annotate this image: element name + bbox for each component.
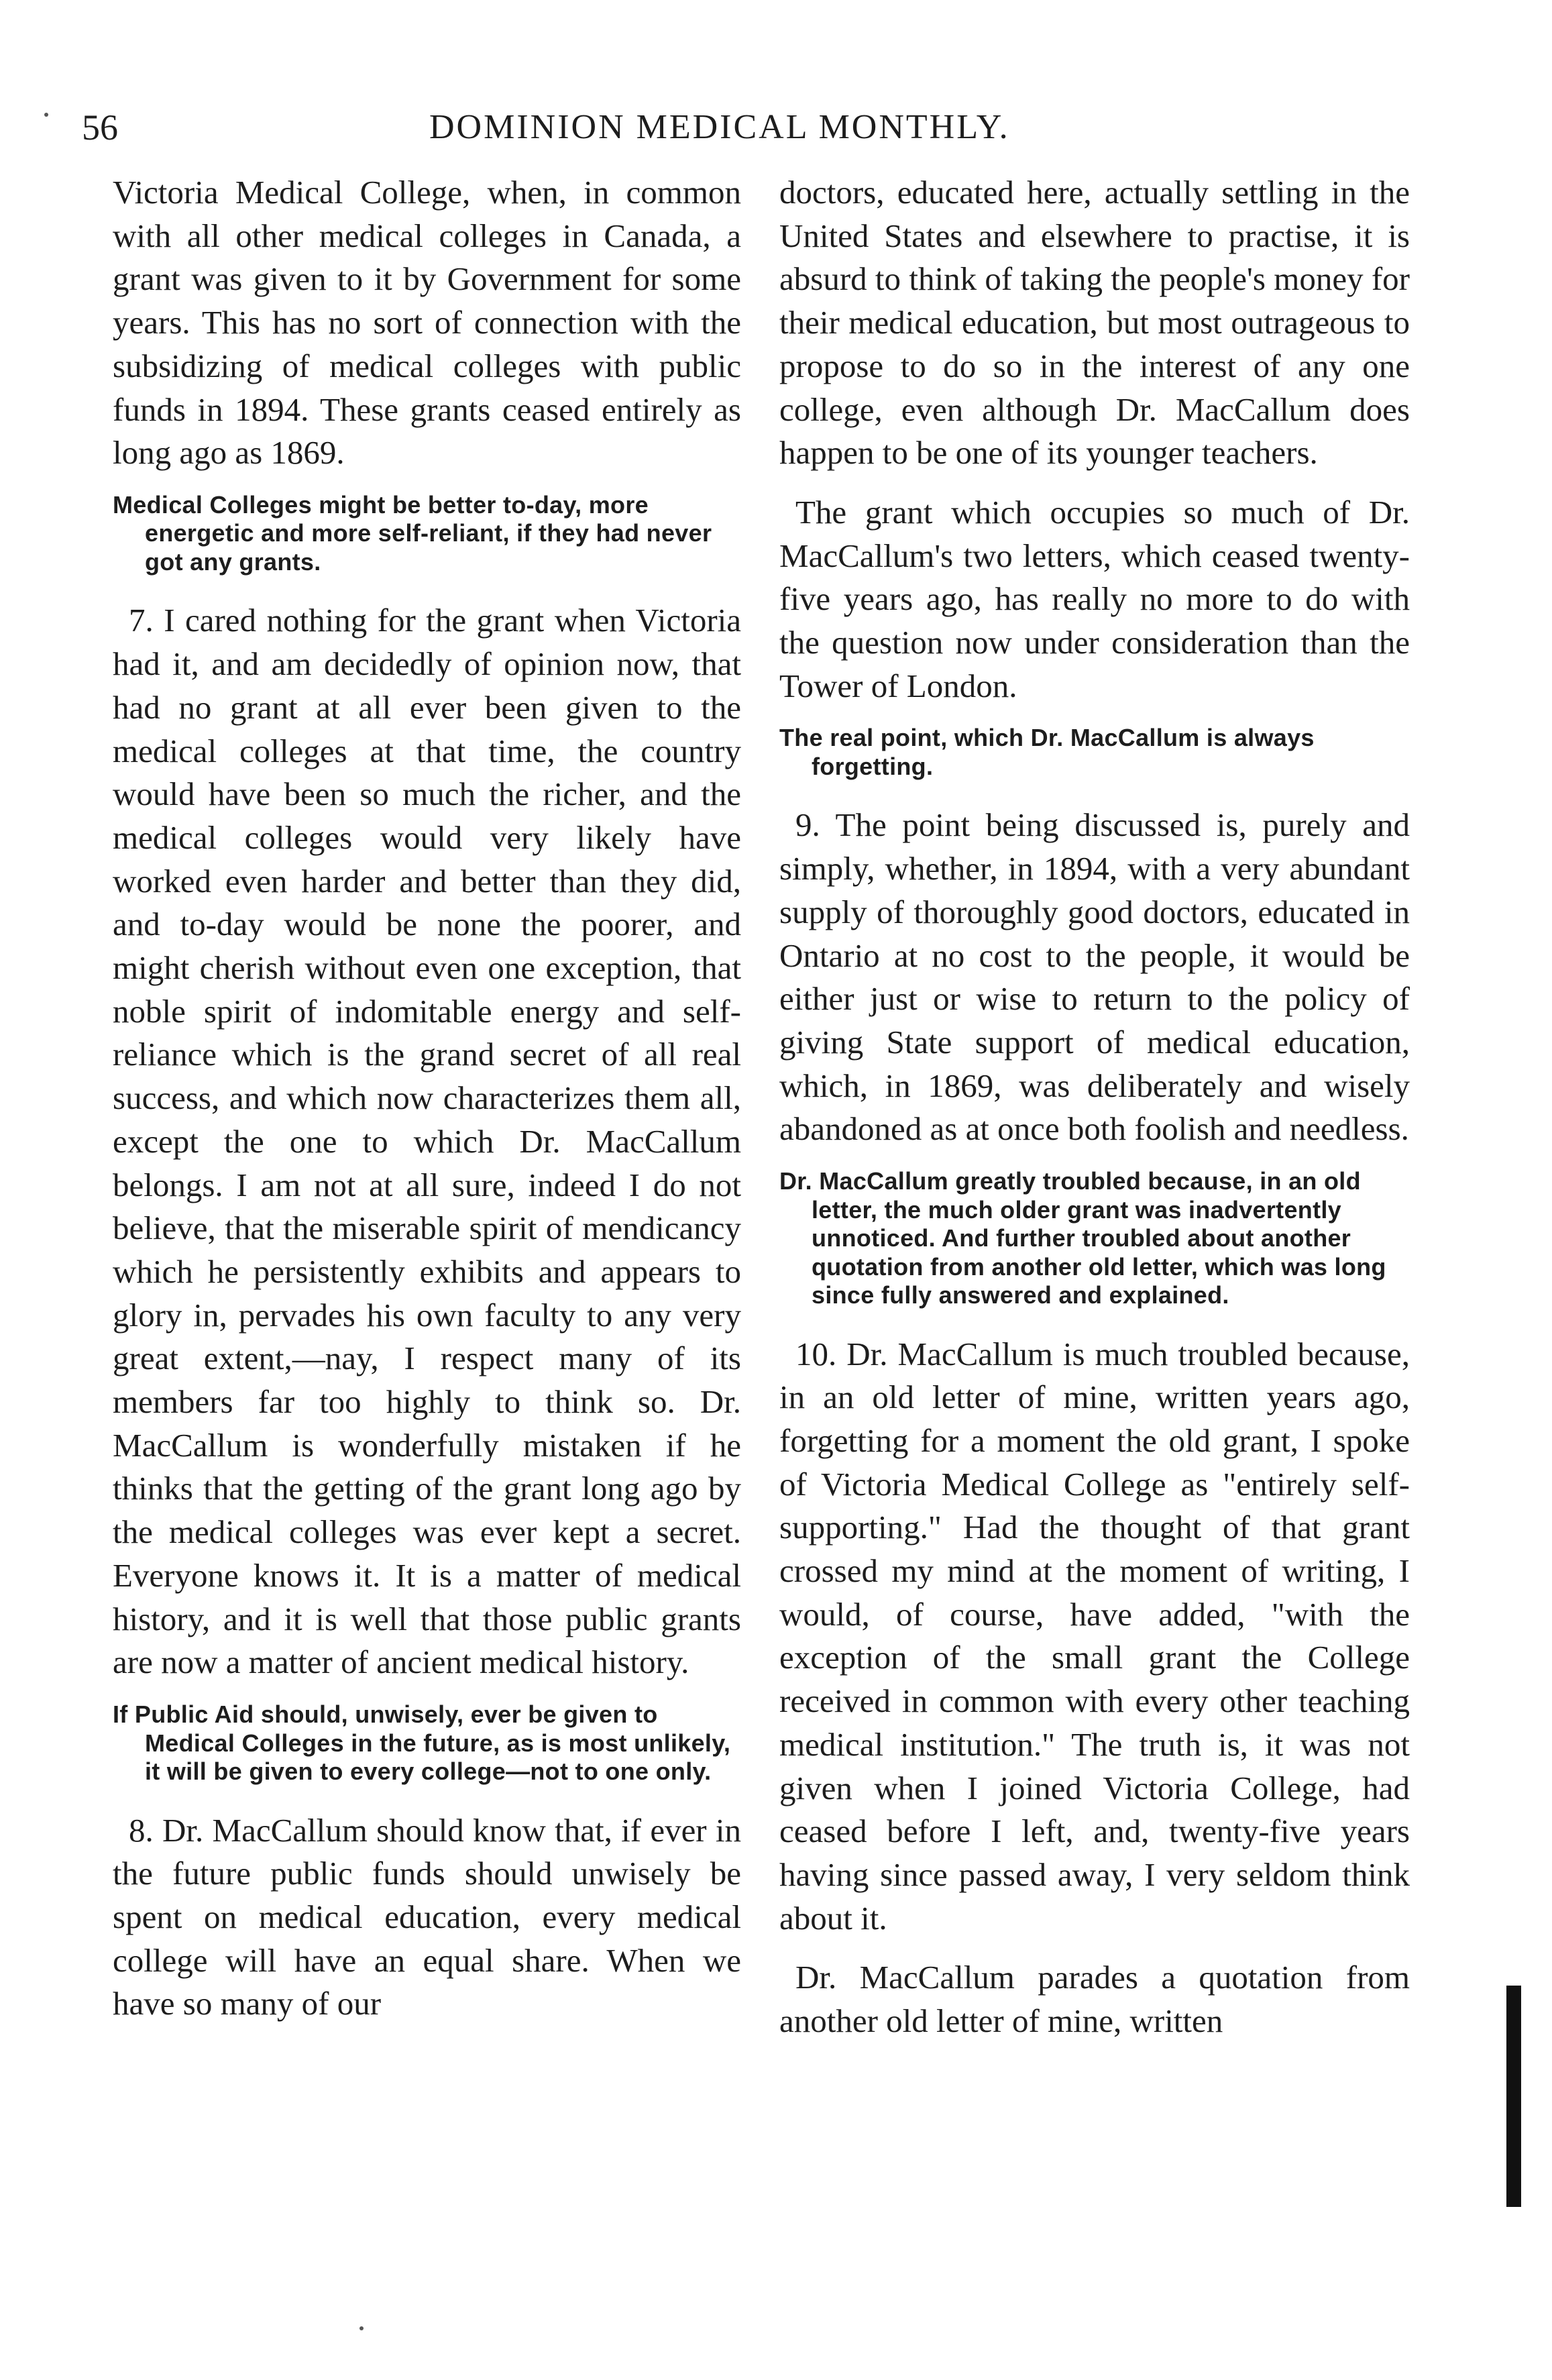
paragraph: 10. Dr. MacCallum is much troubled because, in an old letter of mine, written years ago, forgetting for a moment the old grant, I spoke of Victoria Medical College as "entirely self-supporting." Had the thought of that grant crossed my mind at the moment of writing, I would, of course, have added, "with the exception of the small grant the College received in common with every other teaching medical institution." The truth is, it was not given when I joined Victoria College, had ceased before I left, and, twenty-five years having since passed away, I very seldom think about it.	[779, 1335, 1410, 1937]
scan-speck	[44, 113, 48, 117]
right-column	[779, 171, 1410, 2059]
side-heading: The real point, which Dr. MacCallum is always forgetting.	[779, 724, 1315, 780]
side-heading: Dr. MacCallum greatly troubled because, in an old letter, the much older grant was inadvertently unnoticed. And further troubled about another quotation from another old letter, which was long since fully answered and explained.	[779, 1167, 1386, 1309]
paragraph: 7. I cared nothing for the grant when Victoria had it, and am decidedly of opinion now, that had no grant at all ever been given to the medical colleges at that time, the country would have been so much the richer, and the medical colleges would very likely have worked even harder and better than they did, and to-day would be none the poorer, and might cherish without even one exception, that noble spirit of indomitable energy and self-reliance which is the grand secret of all real success, and which now characterizes them all, except the one to which Dr. MacCallum belongs. I am not at all sure, indeed I do not believe, that the miserable spirit of mendicancy which he persistently exhibits and appears to glory in, pervades his own faculty to any very great extent,—nay, I respect many of its members far too highly to think so. Dr. MacCallum is wonderfully mistaken if he thinks that the getting of the grant long ago by the medical colleges was ever kept a secret. Everyone knows it. It is a matter of medical history, and it is well that those public grants are now a matter of ancient medical history.	[113, 602, 741, 1681]
page-number: 56	[82, 107, 118, 148]
side-heading: If Public Aid should, unwisely, ever be given to Medical Colleges in the future, as is most unlikely, it will be given to every college—not to one only.	[113, 1700, 731, 1785]
paragraph: The grant which occupies so much of Dr. MacCallum's two letters, which ceased twenty-five years ago, has really no more to do with the question now under consideration than the Tower of London.	[779, 493, 1410, 704]
paragraph: Victoria Medical College, when, in common with all other medical colleges in Canada, a grant was given to it by Government for some years. This has no sort of connection with the subsidizing of medical colleges with public funds in 1894. These grants ceased entirely as long ago as 1869.	[113, 174, 741, 472]
running-title: DOMINION MEDICAL MONTHLY.	[429, 108, 1010, 146]
paragraph: 9. The point being discussed is, purely and simply, whether, in 1894, with a very abundant supply of thoroughly good doctors, educated in Ontario at no cost to the people, it would be either just or wise to return to the policy of giving State support of medical education, which, in 1869, was deliberately and wisely abandoned as at once both foolish and needless.	[779, 806, 1410, 1148]
left-column	[113, 171, 741, 2042]
paragraph: Dr. MacCallum parades a quotation from another old letter of mine, written	[779, 1959, 1410, 2040]
page-header	[0, 101, 1552, 154]
paragraph: 8. Dr. MacCallum should know that, if ever in the future public funds should unwisely be spent on medical education, every medical college will have an equal share. When we have so many of our	[113, 1811, 741, 2022]
side-heading: Medical Colleges might be better to-day, more energetic and more self-reliant, if they had never got any grants.	[113, 490, 712, 576]
paragraph: doctors, educated here, actually settling in the United States and elsewhere to practise, it is absurd to think of taking the people's money for their medical education, but most outrageous to propose to do so in the interest of any one college, even although Dr. MacCallum does happen to be one of its younger teachers.	[779, 174, 1410, 472]
scan-edge-mark	[1506, 1986, 1521, 2207]
scan-speck	[359, 2326, 364, 2330]
